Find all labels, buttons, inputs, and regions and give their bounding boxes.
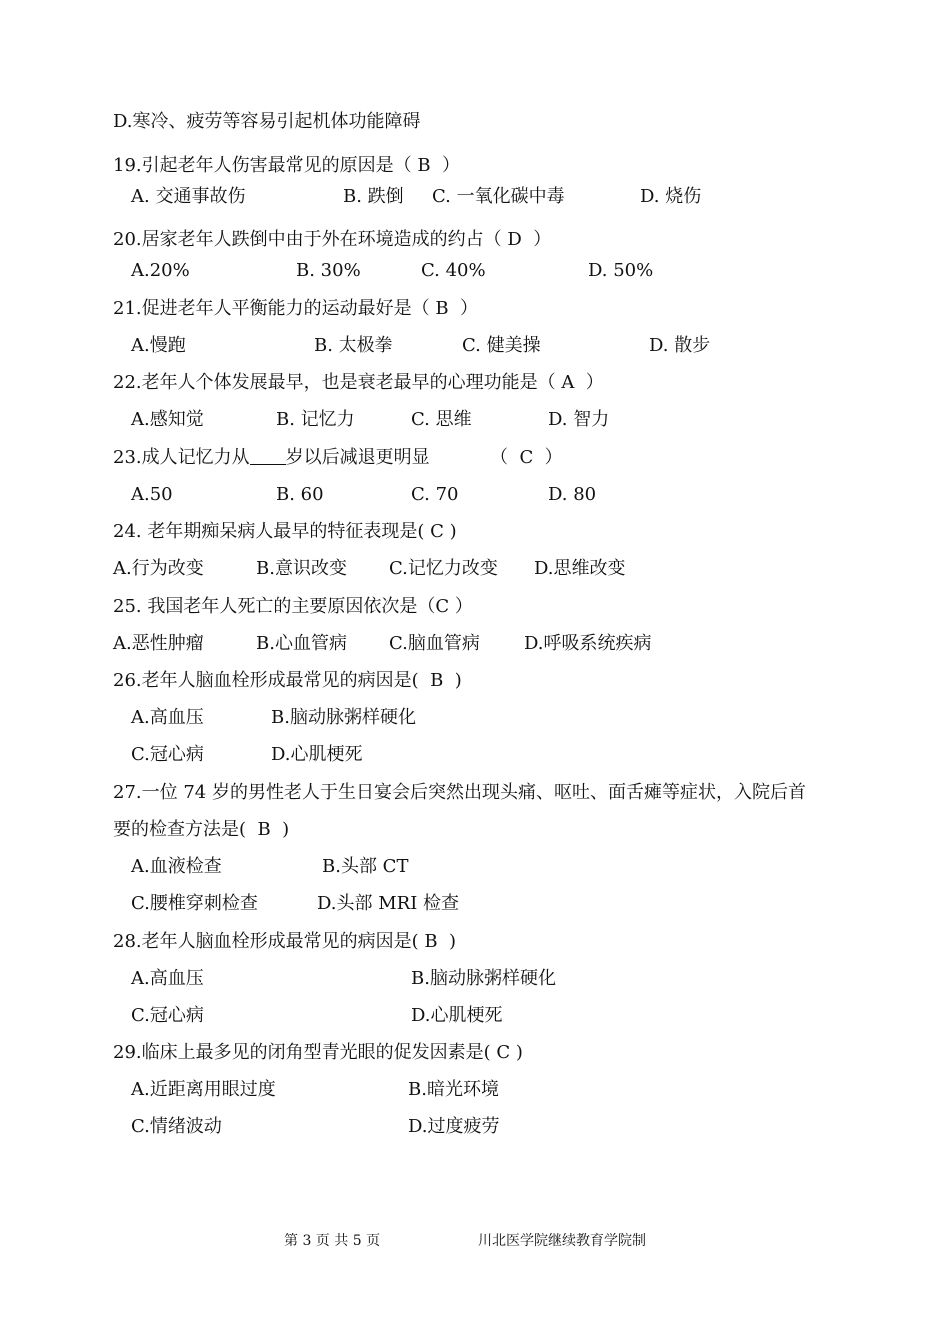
- q25-option-c: C.脑血管病: [389, 633, 480, 654]
- q21-option-b: B. 太极拳: [314, 335, 393, 356]
- q26-option-b: B.脑动脉粥样硬化: [271, 707, 416, 728]
- q28-option-b: B.脑动脉粥样硬化: [411, 968, 556, 989]
- q19-option-d: D. 烧伤: [640, 186, 702, 207]
- q23-option-c: C. 70: [411, 484, 459, 505]
- q20-option-b: B. 30%: [296, 260, 361, 281]
- q29-option-b: B.暗光环境: [408, 1079, 499, 1100]
- question-22: 22.老年人个体发展最早，也是衰老最早的心理功能是（ A ）: [113, 372, 604, 393]
- q20-option-a: A.20%: [131, 260, 190, 281]
- q23-option-a: A.50: [131, 484, 173, 505]
- q21-option-d: D. 散步: [649, 335, 711, 356]
- q21-option-a: A.慢跑: [131, 335, 186, 356]
- q24-option-c: C.记忆力改变: [389, 558, 498, 579]
- question-24: 24. 老年期痴呆病人最早的特征表现是( C ): [113, 521, 457, 542]
- q28-option-c: C.冠心病: [131, 1005, 204, 1026]
- question-27-line-2: 要的检查方法是( B ): [113, 819, 290, 840]
- q23-option-d: D. 80: [548, 484, 597, 505]
- q24-option-a: A.行为改变: [113, 558, 204, 579]
- q22-option-c: C. 思维: [411, 409, 472, 430]
- q20-option-d: D. 50%: [588, 260, 654, 281]
- q29-option-d: D.过度疲劳: [408, 1116, 500, 1137]
- question-23: [113, 446, 430, 470]
- q27-option-c: C.腰椎穿刺检查: [131, 893, 258, 914]
- question-21: 21.促进老年人平衡能力的运动最好是（ B ）: [113, 298, 479, 319]
- q23-text-start: 23.成人记忆力从: [113, 447, 250, 468]
- question-27-line-1: 27.一位 74 岁的男性老人于生日宴会后突然出现头痛、呕吐、面舌瘫等症状，入院后首: [113, 782, 806, 803]
- q20-option-c: C. 40%: [421, 260, 486, 281]
- q28-option-d: D.心肌梗死: [411, 1005, 503, 1026]
- question-19: 19.引起老年人伤害最常见的原因是（ B ）: [113, 155, 461, 176]
- q21-option-c: C. 健美操: [462, 335, 541, 356]
- question-28: 28.老年人脑血栓形成最常见的病因是( B ): [113, 931, 457, 952]
- q24-option-d: D.思维改变: [534, 558, 626, 579]
- footer-organization: 川北医学院继续教育学院制: [478, 1233, 646, 1249]
- q26-option-a: A.高血压: [131, 707, 204, 728]
- page-number: 第 3 页 共 5 页: [284, 1233, 381, 1249]
- q27-option-d: D.头部 MRI 检查: [317, 893, 460, 914]
- q22-option-a: A.感知觉: [131, 409, 204, 430]
- q25-option-b: B.心血管病: [256, 633, 347, 654]
- question-29: 29.临床上最多见的闭角型青光眼的促发因素是( C ): [113, 1042, 523, 1063]
- q19-option-c: C. 一氧化碳中毒: [432, 186, 565, 207]
- q24-option-b: B.意识改变: [256, 558, 347, 579]
- q28-option-a: A.高血压: [131, 968, 204, 989]
- prev-option-d: D.寒冷、疲劳等容易引起机体功能障碍: [113, 111, 421, 132]
- q23-option-b: B. 60: [276, 484, 324, 505]
- q27-option-b: B.头部 CT: [322, 856, 409, 877]
- q19-option-b: B. 跌倒: [343, 186, 404, 207]
- q23-answer: （ C ）: [490, 447, 563, 468]
- fill-in-blank: [250, 446, 286, 465]
- q26-option-c: C.冠心病: [131, 744, 204, 765]
- q25-option-a: A.恶性肿瘤: [113, 633, 204, 654]
- q29-option-c: C.情绪波动: [131, 1116, 222, 1137]
- q27-option-a: A.血液检查: [131, 856, 222, 877]
- question-25: 25. 我国老年人死亡的主要原因依次是（C ）: [113, 596, 473, 617]
- q23-text-end: 岁以后减退更明显: [285, 447, 430, 468]
- question-20: 20.居家老年人跌倒中由于外在环境造成的约占（ D ）: [113, 229, 552, 250]
- q26-option-d: D.心肌梗死: [271, 744, 363, 765]
- q29-option-a: A.近距离用眼过度: [131, 1079, 276, 1100]
- q22-option-b: B. 记忆力: [276, 409, 355, 430]
- q19-option-a: A. 交通事故伤: [131, 186, 246, 207]
- question-26: 26.老年人脑血栓形成最常见的病因是( B ): [113, 670, 462, 691]
- q25-option-d: D.呼吸系统疾病: [524, 633, 652, 654]
- q22-option-d: D. 智力: [548, 409, 610, 430]
